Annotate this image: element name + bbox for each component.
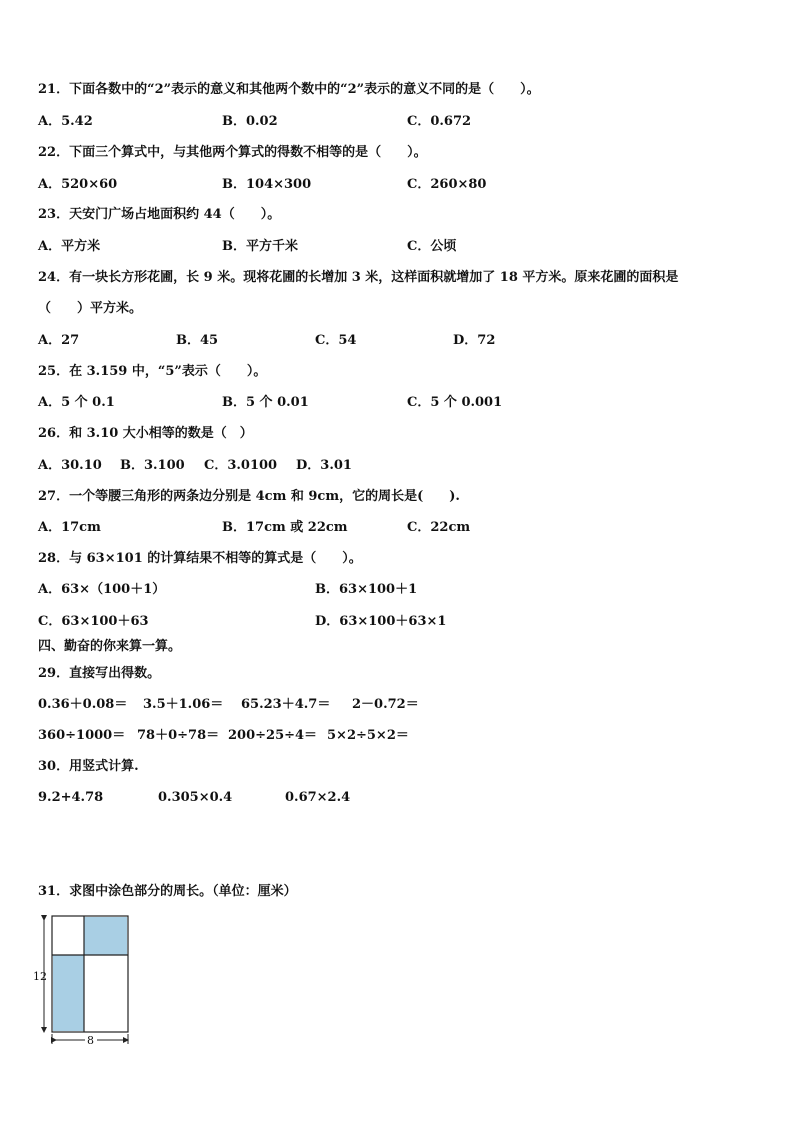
q29-item: 5×2÷5×2＝: [327, 728, 409, 743]
q28-option-c: C．63×100＋63: [38, 614, 149, 629]
q28-option-a: A．63×（100＋1）: [38, 582, 166, 597]
q31-stem: 31．求图中涂色部分的周长。（单位：厘米）: [38, 884, 297, 899]
q23-option-b: B．平方千米: [222, 239, 298, 254]
shaded-region-bottom-left: [53, 955, 84, 1031]
q22-option-c: C．260×80: [407, 177, 487, 192]
q21-stem: 21．下面各数中的“2”表示的意义和其他两个数中的“2”表示的意义不同的是（ ）。: [38, 82, 540, 97]
q29-stem: 29．直接写出得数。: [38, 666, 161, 681]
q24-option-a: A．27: [38, 333, 80, 348]
q24-option-c: C．54: [315, 333, 357, 348]
q23-stem: 23．天安门广场占地面积约 44（ ）。: [38, 207, 281, 222]
q26-option-a: A．30.10: [38, 458, 102, 473]
q28-option-b: B．63×100＋1: [315, 582, 418, 597]
width-label: 8: [87, 1034, 94, 1047]
q22-option-a: A．520×60: [38, 177, 118, 192]
q22-stem: 22．下面三个算式中，与其他两个算式的得数不相等的是（ ）。: [38, 145, 427, 160]
q27-option-a: A．17cm: [38, 520, 101, 535]
q27-stem: 27．一个等腰三角形的两条边分别是 4cm 和 9cm，它的周长是( ).: [38, 489, 460, 504]
q27-option-b: B．17cm 或 22cm: [222, 520, 348, 535]
q29-item: 0.36＋0.08＝: [38, 697, 128, 712]
q26-option-c: C．3.0100: [204, 458, 278, 473]
q28-stem: 28．与 63×101 的计算结果不相等的算式是（ ）。: [38, 551, 362, 566]
q25-option-a: A．5 个 0.1: [38, 395, 115, 410]
height-label: 12: [33, 970, 47, 983]
q21-option-a: A．5.42: [38, 114, 93, 129]
q24-option-d: D．72: [453, 333, 496, 348]
q29-item: 360÷1000＝: [38, 728, 126, 743]
q25-option-b: B．5 个 0.01: [222, 395, 309, 410]
q26-option-b: B．3.100: [120, 458, 185, 473]
q29-item: 200÷25÷4＝: [228, 728, 318, 743]
q30-item: 0.67×2.4: [285, 790, 351, 805]
q29-item: 2－0.72＝: [352, 697, 419, 712]
q23-option-a: A．平方米: [38, 239, 101, 254]
q24-stem-line2: （ ）平方米。: [38, 301, 143, 316]
q30-item: 9.2+4.78: [38, 790, 104, 805]
perimeter-figure: [30, 910, 130, 1050]
q30-item: 0.305×0.4: [158, 790, 233, 805]
q27-option-c: C．22cm: [407, 520, 471, 535]
q30-stem: 30．用竖式计算.: [38, 759, 139, 774]
q29-item: 3.5＋1.06＝: [143, 697, 224, 712]
q26-stem: 26．和 3.10 大小相等的数是（ ）: [38, 426, 253, 441]
q26-option-d: D．3.01: [296, 458, 352, 473]
q21-option-b: B．0.02: [222, 114, 278, 129]
q29-item: 65.23＋4.7＝: [241, 697, 331, 712]
q22-option-b: B．104×300: [222, 177, 312, 192]
section-heading: 四、勤奋的你来算一算。: [38, 639, 182, 654]
shaded-region-top-right: [84, 917, 127, 955]
q21-option-c: C．0.672: [407, 114, 472, 129]
q25-option-c: C．5 个 0.001: [407, 395, 503, 410]
q24-stem-line1: 24．有一块长方形花圃，长 9 米。现将花圃的长增加 3 米，这样面积就增加了 18 平方米。原来花圃的面积是: [38, 270, 679, 285]
q28-option-d: D．63×100＋63×1: [315, 614, 447, 629]
q25-stem: 25．在 3.159 中，“5”表示（ ）。: [38, 364, 267, 379]
q24-option-b: B．45: [176, 333, 219, 348]
q29-item: 78＋0÷78＝: [137, 728, 220, 743]
q23-option-c: C．公顷: [407, 239, 457, 254]
